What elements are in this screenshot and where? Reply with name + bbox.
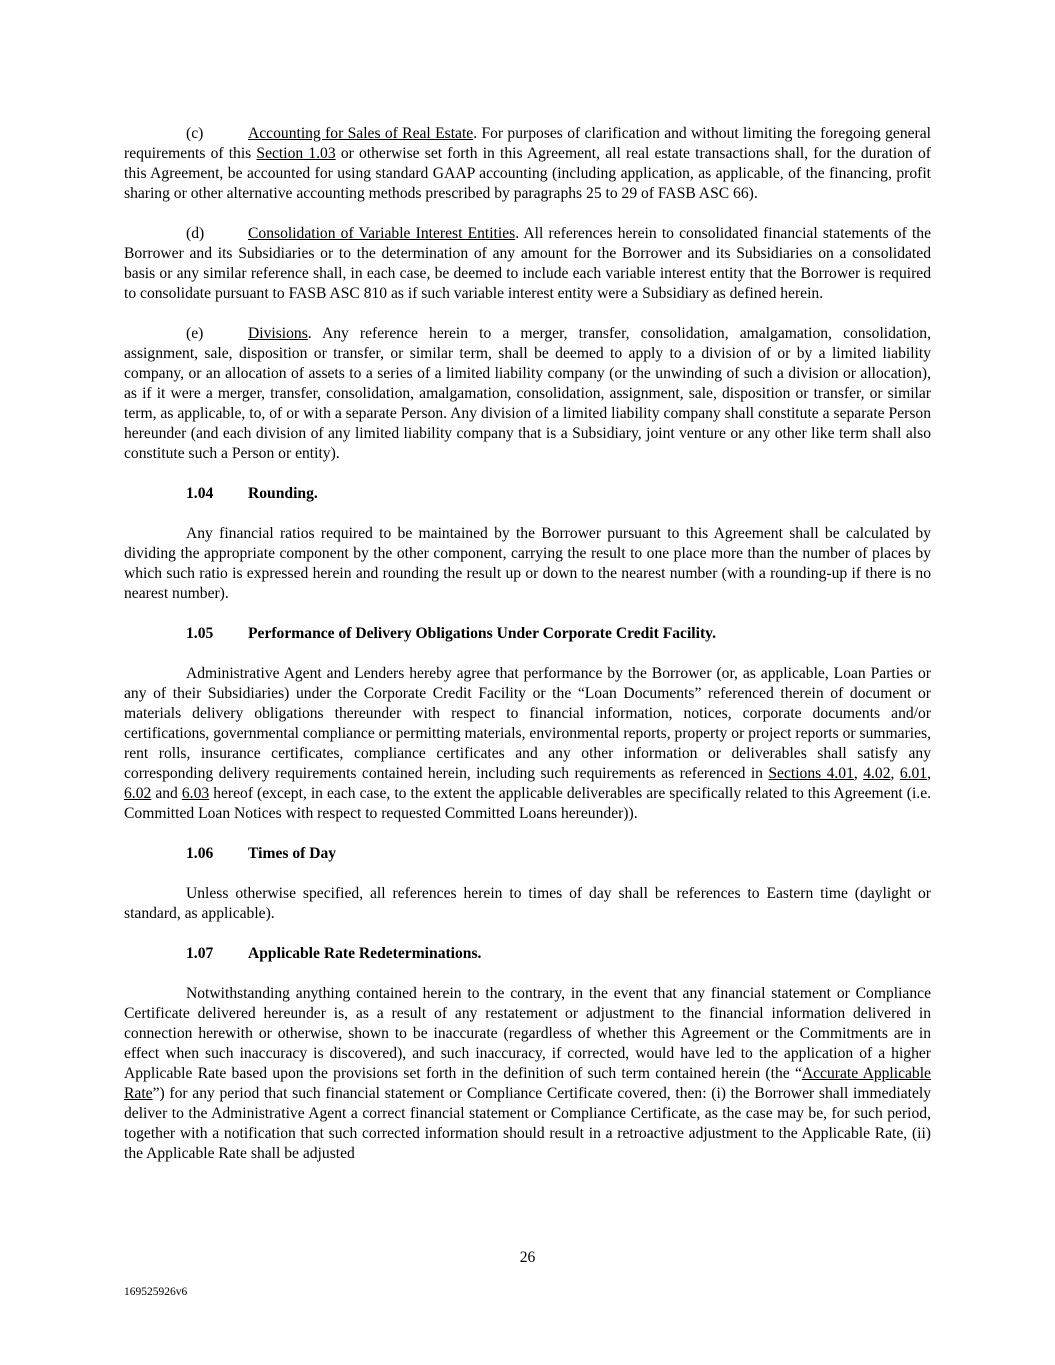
section-heading-1-05	[186, 624, 931, 644]
paragraph-e	[124, 324, 931, 464]
section-number: 1.07	[186, 945, 214, 962]
section-reference: Section 1.03	[256, 145, 336, 162]
section-title: Performance of Delivery Obligations Under Corporate Credit Facility.	[248, 625, 717, 642]
separator: ,	[927, 765, 932, 782]
separator: ,	[890, 765, 900, 782]
paragraph-title: Divisions	[248, 325, 308, 342]
section-reference: 4.02	[863, 765, 891, 782]
page-number: 26	[519, 1249, 536, 1266]
paragraph-text: Administrative Agent and Lenders hereby agree that performance by the Borrower (or, as applicable, Loan Parties or any of their Subsidiaries) under the Corporate Credit Facility or the “Loan Documents” referenced therein of document or materials delivery obligations thereunder with respect to financial information, notices, corporate documents and/or certifications, governmental compliance or permitting materials, environmental reports, property or project reports or summaries, rent rolls, insurance certificates, compliance certificates and any other information or deliverables shall satisfy any corresponding delivery requirements contained herein, including such requirements as referenced in	[124, 665, 931, 782]
separator: and	[151, 785, 182, 802]
document-page	[124, 124, 931, 1184]
defined-term: Accurate Applicable Rate	[124, 1065, 931, 1102]
section-title: Times of Day	[248, 845, 337, 862]
section-heading-1-07	[186, 944, 931, 964]
section-heading-1-04	[186, 484, 931, 504]
section-body-1-04: Any financial ratios required to be maintained by the Borrower pursuant to this Agreement shall be calculated by dividing the appropriate component by the other component, carrying the result to one place more than the number of places by which such ratio is expressed herein and rounding the result up or down to the nearest number (with a rounding-up if there is no nearest number).	[124, 525, 931, 602]
section-title: Applicable Rate Redeterminations.	[248, 945, 482, 962]
paragraph-label: (c)	[186, 125, 204, 142]
section-heading-1-06	[186, 844, 931, 864]
paragraph-title: Consolidation of Variable Interest Entities	[248, 225, 516, 242]
section-reference: 6.03	[181, 785, 210, 802]
paragraph-label: (e)	[186, 325, 204, 342]
section-reference: 6.02	[124, 785, 152, 802]
paragraph-text: or otherwise set forth in this Agreement, all real estate transactions shall, for the duration of this Agreement, be accounted for using standard GAAP accounting (including application, as applicable, of the financing, profit sharing or other alternative accounting methods prescribed by paragraphs 25 to 29 of FASB ASC 66).	[124, 145, 931, 202]
paragraph-text: hereof (except, in each case, to the extent the applicable deliverables are specifically related to this Agreement (i.e. Committed Loan Notices with respect to requested Committed Loans hereunder)).	[124, 785, 932, 822]
section-number: 1.04	[186, 485, 214, 502]
document-id: 169525926v6	[124, 1286, 188, 1298]
section-title: Rounding.	[248, 485, 318, 502]
paragraph-d	[124, 224, 931, 304]
paragraph-title: Accounting for Sales of Real Estate	[248, 125, 474, 142]
paragraph-text: . All references herein to consolidated financial statements of the Borrower and its Subsidiaries or to the determination of any amount for the Borrower and its Subsidiaries on a consolidated basis or any similar reference shall, in each case, be deemed to include each variable interest entity that the Borrower is required to consolidate pursuant to FASB ASC 810 as if such variable interest entity were a Subsidiary as defined herein.	[124, 225, 932, 302]
section-body-1-06: Unless otherwise specified, all references herein to times of day shall be references to Eastern time (daylight or standard, as applicable).	[124, 885, 931, 922]
paragraph-c	[124, 124, 931, 204]
paragraph-label: (d)	[186, 225, 205, 242]
paragraph-text: Notwithstanding anything contained herein to the contrary, in the event that any financial statement or Compliance Certificate delivered hereunder is, as a result of any restatement or adjustment to the financial information delivered in connection herewith or otherwise, shown to be inaccurate (regardless of whether this Agreement or the Commitments are in effect when such inaccuracy is discovered), and such inaccuracy, if corrected, would have led to the application of a higher Applicable Rate based upon the provisions set forth in the definition of such term contained herein (the “	[124, 985, 931, 1082]
paragraph-text: . For purposes of clarification and without limiting the foregoing general requirements of this	[124, 125, 931, 162]
section-number: 1.05	[186, 625, 214, 642]
separator: ,	[853, 765, 864, 782]
paragraph-text: . Any reference herein to a merger, transfer, consolidation, amalgamation, consolidation, assignment, sale, disposition or transfer, or similar term, shall be deemed to apply to a division of or by a limited liability company, or an allocation of assets to a series of a limited liability company (or the unwinding of such a division or allocation), as if it were a merger, transfer, consolidation, amalgamation, consolidation, assignment, sale, disposition or transfer, or similar term, as applicable, to, of or with a separate Person. Any division of a limited liability company shall constitute a separate Person hereunder (and each division of any limited liability company that is a Subsidiary, joint venture or any other like term shall also constitute such a Person or entity).	[124, 325, 931, 462]
section-reference: 6.01	[899, 765, 928, 782]
section-number: 1.06	[186, 845, 214, 862]
section-reference: Sections 4.01	[768, 765, 854, 782]
paragraph-text: ”) for any period that such financial statement or Compliance Certificate covered, then: (i) the Borrower shall immediately deliver to the Administrative Agent a correct financial statement or Compliance Certificate, as the case may be, for such period, together with a notification that such corrected information should result in a retroactive adjustment to the Applicable Rate, (ii) the Applicable Rate shall be adjusted	[124, 1085, 931, 1162]
section-body-1-05	[124, 664, 931, 824]
section-body-1-07	[124, 984, 931, 1164]
